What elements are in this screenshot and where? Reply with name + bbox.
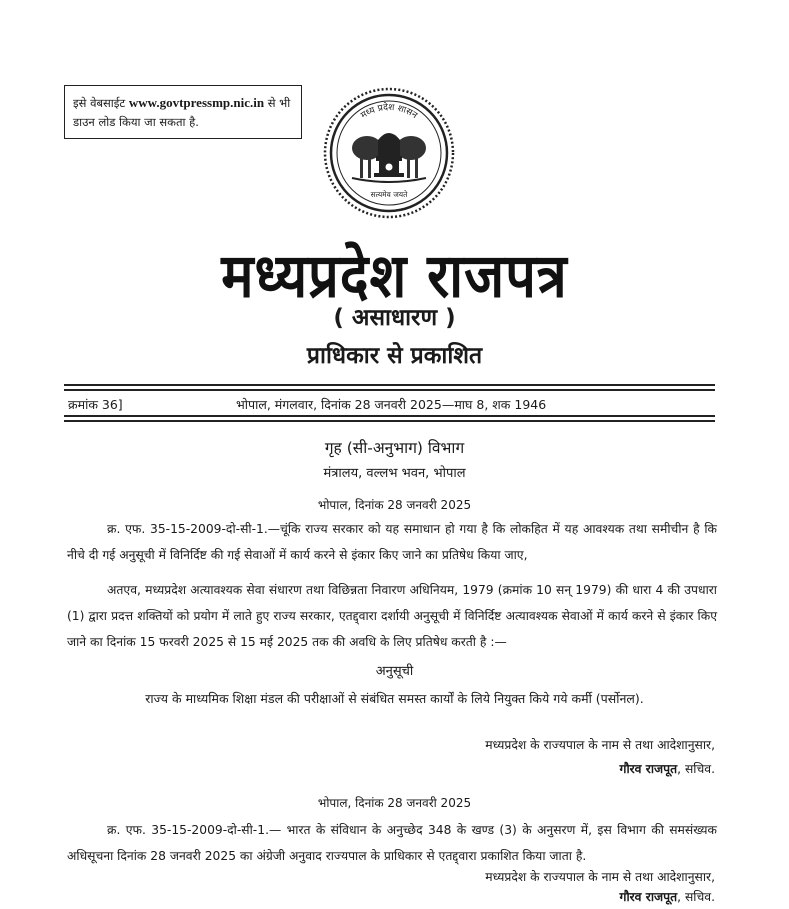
notification-date: भोपाल, दिनांक 28 जनवरी 2025 (317, 498, 472, 512)
department-title: गृह (सी-अनुभाग) विभाग (324, 439, 465, 457)
issue-dateline: भोपाल, मंगलवार, दिनांक 28 जनवरी 2025—माघ 8, शक 1946 (236, 397, 547, 412)
header-rule-bottom-2 (64, 420, 715, 422)
header-rule-bottom (64, 415, 715, 417)
signatory-2-name: गौरव राजपूत (619, 890, 678, 904)
emblem-top-text: मध्य प्रदेश शासन (359, 102, 419, 122)
signature-2-block (420, 888, 715, 905)
signature-block (420, 760, 715, 777)
schedule-text: राज्य के माध्यमिक शिक्षा मंडल की परीक्षाओं से संबंधित समस्त कार्यों के लिये नियुक्त किये गये कर्मी (पर्सोनल). (145, 691, 644, 706)
authority-line: प्राधिकार से प्रकाशित (306, 343, 483, 369)
lion-capital-icon (374, 133, 404, 177)
signatory-designation: , सचिव. (677, 762, 715, 776)
notice-prefix: इसे वेबसाईट (73, 96, 129, 110)
edition-label: ( असाधारण ) (333, 305, 456, 331)
emblem-motto: सत्यमेव जयते (370, 190, 408, 199)
issue-number: क्रमांक 36] (68, 397, 123, 412)
notification-2-para: क्र. एफ. 35-15-2009-दो-सी-1.— भारत के संविधान के अनुच्छेद 348 के खण्ड (3) के अनुसरण में, इस विभाग की समसंख्यक अधिसूचना दिनांक 28 जनवरी 2025 का अंग्रेजी अनुवाद राज्यपाल के प्राधिकार से एतद्द्वारा प्रकाशित किया जाता है. (67, 823, 717, 863)
website-notice-box (64, 85, 302, 139)
signatory-2-designation: , सचिव. (677, 890, 715, 904)
notice-suffix: से भी डाउन लोड किया जा सकता है. (73, 96, 291, 129)
notification-2-date: भोपाल, दिनांक 28 जनवरी 2025 (317, 796, 472, 810)
header-rule-top-2 (64, 389, 715, 391)
notification-para-2: अतएव, मध्यप्रदेश अत्यावश्यक सेवा संधारण तथा विछिन्नता निवारण अधिनियम, 1979 (क्रमांक 10 सन् 1979) की धारा 4 की उपधारा (1) द्वारा प्रदत्त शक्तियों को प्रयोग में लाते हुए राज्य सरकार, एतद्द्वारा दर्शायी अनुसूची में विनिर्दिष्ट अत्यावश्यक सेवाओं में कार्य करने से इंकार किए जाने का दिनांक 15 फरवरी 2025 से 15 मई 2025 तक की अवधि के लिए प्रतिषेध करती है :— (67, 583, 717, 649)
department-address: मंत्रालय, वल्लभ भवन, भोपाल (323, 466, 466, 481)
state-emblem-seal (322, 86, 456, 220)
notification-para-1: क्र. एफ. 35-15-2009-दो-सी-1.—चूंकि राज्य सरकार को यह समाधान हो गया है कि लोकहित में यह आवश्यक तथा समीचीन है कि नीचे दी गई अनुसूची में विनिर्दिष्ट की गई सेवाओं में कार्य करने से इंकार किए जाने का प्रतिषेध किया जाए, (67, 522, 717, 562)
signature-intro: मध्यप्रदेश के राज्यपाल के नाम से तथा आदेशानुसार, (485, 738, 715, 752)
schedule-title: अनुसूची (375, 664, 414, 679)
signatory-name: गौरव राजपूत (619, 762, 678, 776)
signature-2-intro: मध्यप्रदेश के राज्यपाल के नाम से तथा आदेशानुसार, (485, 870, 715, 884)
website-url: www.govtpressmp.nic.in (128, 95, 265, 110)
header-rule-top (64, 384, 715, 386)
gazette-masthead: मध्यप्रदेश राजपत्र (221, 240, 568, 312)
